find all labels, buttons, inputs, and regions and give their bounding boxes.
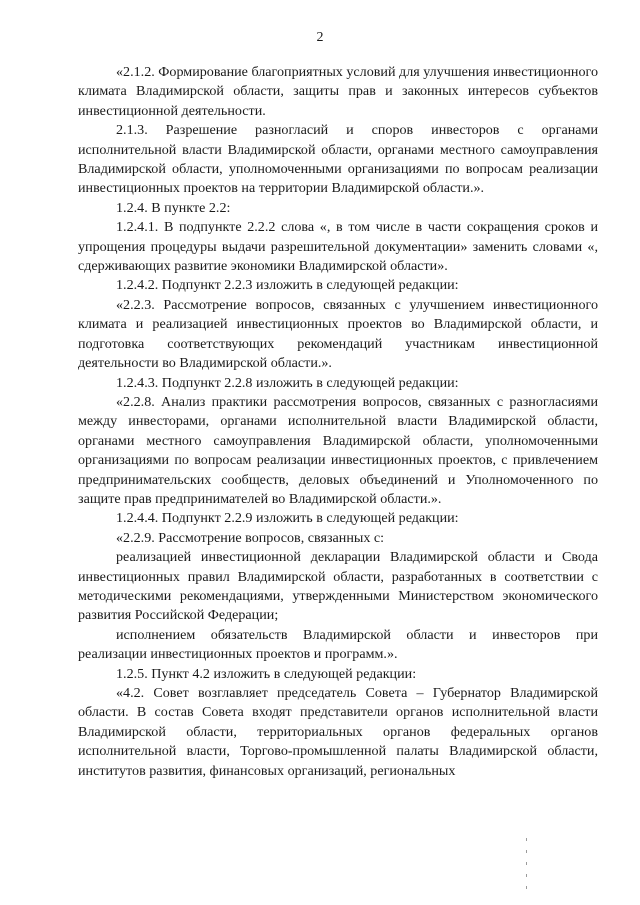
scan-margin-marks	[526, 838, 528, 898]
paragraph-4-2: «4.2. Совет возглавляет председатель Совета – Губернатор Владимирской области. В состав Совета входят представители органов исполнительной власти Владимирской области, территориальных органов федеральных органов исполнительной власти, Торгово-промышленной палаты Владимирской области, институтов развития, финансовых организаций, региональных	[78, 685, 598, 779]
paragraph-2-1-2: «2.1.2. Формирование благоприятных условий для улучшения инвестиционного климата Владимирской области, защиты прав и законных интересов субъектов инвестиционной деятельности.	[78, 64, 598, 119]
scan-mark	[526, 874, 527, 877]
paragraph-1-2-4-3: 1.2.4.3. Подпункт 2.2.8 изложить в следующей редакции:	[116, 374, 459, 391]
paragraph-2-2-3: «2.2.3. Рассмотрение вопросов, связанных с улучшением инвестиционного климата и реализацией инвестиционных проектов во Владимирской области, и подготовка соответствующих рекомендаций участникам инвестиционной деятельности во Владимирской области.».	[78, 296, 598, 372]
paragraph-2-2-9-item-1: реализацией инвестиционной декларации Владимирской области и Свода инвестиционных правил Владимирской области, разработанных в соответствии с методическими рекомендациями, утвержденными Министерством экономического развития Российской Федерации;	[78, 549, 598, 624]
paragraph-2-2-8: «2.2.8. Анализ практики рассмотрения вопросов, связанных с разногласиями между инвесторами, органами исполнительной власти Владимирской области, органами местного самоуправления Владимирской области, уполномоченными организациями по вопросам реализации инвестиционных проектов, с привлечением предпринимательских сообществ, деловых объединений и Уполномоченного по защите прав предпринимателей во Владимирской области.».	[78, 393, 598, 507]
paragraph-1-2-4: 1.2.4. В пункте 2.2:	[116, 199, 231, 216]
paragraph-2-1-3: 2.1.3. Разрешение разногласий и споров инвесторов с органами исполнительной власти Владимирской области, органами местного самоуправления Владимирской области, уполномоченными организациями по вопросам реализации инвестиционных проектов на территории Владимирской области.».	[78, 122, 598, 197]
paragraph-2-2-9-item-2: исполнением обязательств Владимирской области и инвесторов при реализации инвестиционных проектов и программ.».	[78, 626, 598, 663]
page-number: 2	[316, 30, 324, 45]
scan-mark	[526, 850, 527, 853]
scan-mark	[526, 862, 527, 865]
scan-mark	[526, 886, 527, 889]
paragraph-1-2-4-4: 1.2.4.4. Подпункт 2.2.9 изложить в следующей редакции:	[116, 510, 459, 527]
paragraph-2-2-9: «2.2.9. Рассмотрение вопросов, связанных с:	[116, 529, 385, 546]
paragraph-1-2-4-1: 1.2.4.1. В подпункте 2.2.2 слова «, в том числе в части сокращения сроков и упрощения процедуры выдачи разрешительной документации» заменить словами «, сдерживающих развитие экономики Владимирской области».	[78, 219, 598, 275]
paragraph-1-2-5: 1.2.5. Пункт 4.2 изложить в следующей редакции:	[116, 665, 417, 682]
scan-mark	[526, 838, 527, 841]
paragraph-1-2-4-2: 1.2.4.2. Подпункт 2.2.3 изложить в следующей редакции:	[116, 277, 459, 294]
document-body	[78, 63, 598, 781]
